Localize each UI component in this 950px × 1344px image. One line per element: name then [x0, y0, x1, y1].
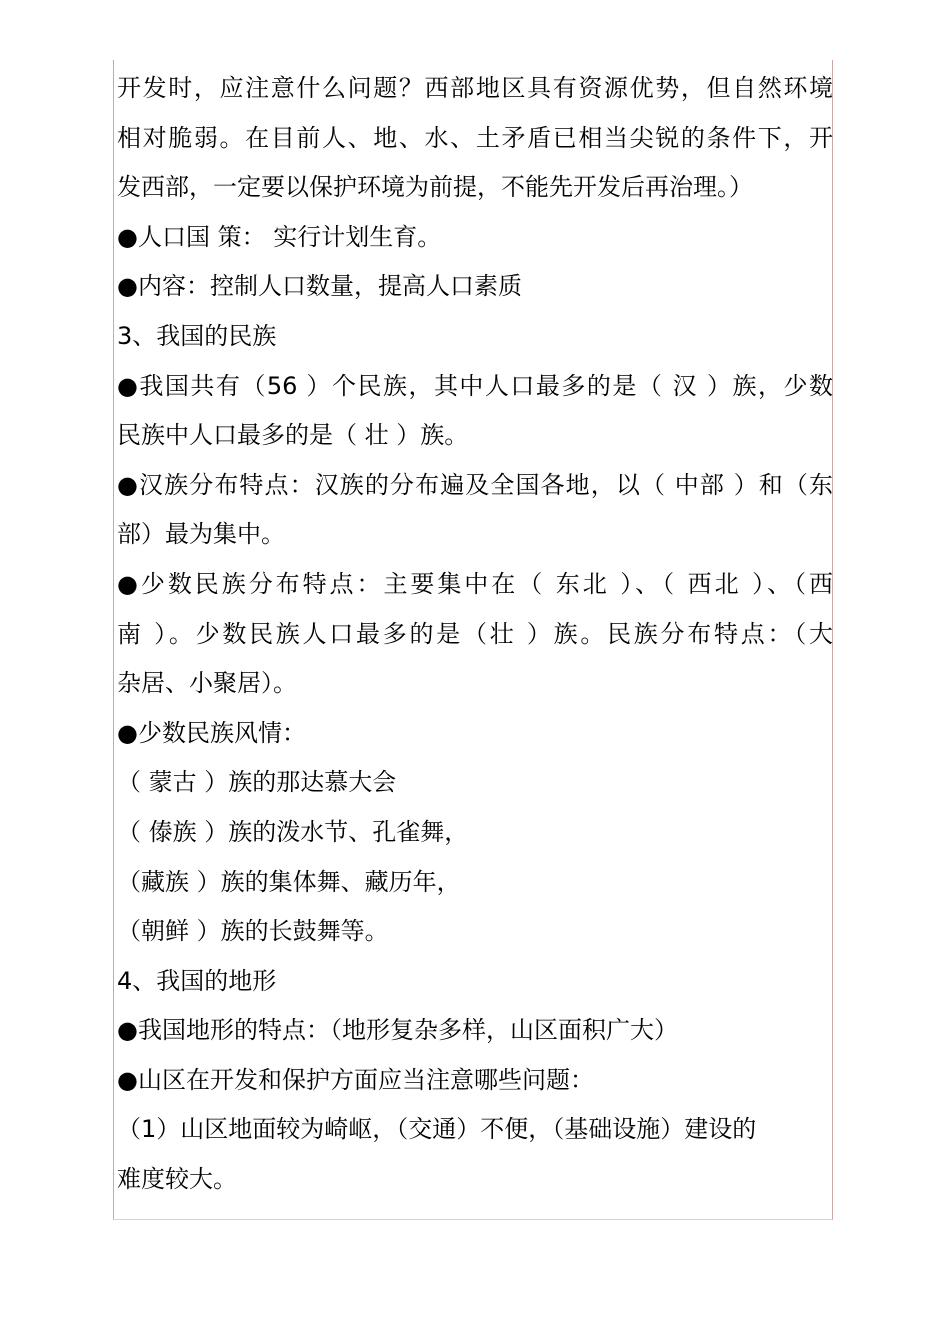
text-line: 部）最为集中。 — [117, 520, 285, 549]
text-line: （藏族 ）族的集体舞、藏历年， — [117, 867, 461, 896]
text-line: ●少数民族风情： — [117, 718, 306, 747]
text-line: 相对脆弱。在目前人、地、水、土矛盾已相当尖锐的条件下，开 — [117, 123, 833, 152]
text-line: （朝鲜 ）族的长鼓舞等。 — [117, 917, 389, 946]
text-line: （ 傣族 ）族的泼水节、孔雀舞， — [117, 817, 469, 846]
text-line: 南 ）。少数民族人口最多的是（壮 ）族。民族分布特点：（大 — [117, 619, 833, 648]
text-line: 3、我国的民族 — [117, 321, 277, 350]
text-line: 4、我国的地形 — [117, 966, 277, 995]
text-line: 杂居、小聚居）。 — [117, 669, 297, 698]
text-line: ●我国地形的特点：（地形复杂多样，山区面积广大） — [117, 1016, 678, 1045]
document-body — [117, 64, 833, 1205]
text-line: （ 蒙古 ）族的那达慕大会 — [117, 768, 397, 797]
text-line: 难度较大。 — [117, 1165, 237, 1194]
text-line: 发西部，一定要以保护环境为前提，不能先开发后再治理。） — [117, 173, 753, 202]
text-line: ●内容：控制人口数量，提高人口素质 — [117, 272, 522, 301]
text-line: ●汉族分布特点：汉族的分布遍及全国各地，以（ 中部 ）和（东 — [117, 470, 833, 499]
text-line: ●少数民族分布特点：主要集中在（ 东北 ）、（ 西北 ）、（西 — [117, 569, 833, 598]
text-line: ●人口国 策： 实行计划生育。 — [117, 222, 442, 251]
text-line: 开发时，应注意什么问题？西部地区具有资源优势，但自然环境 — [117, 74, 833, 102]
text-line: ●我国共有（56 ）个民族，其中人口最多的是（ 汉 ）族，少数 — [117, 371, 833, 400]
text-line: （1）山区地面较为崎岖，（交通）不便，（基础设施）建设的 — [117, 1115, 757, 1144]
text-line: ●山区在开发和保护方面应当注意哪些问题： — [117, 1065, 594, 1094]
text-line: 民族中人口最多的是（ 壮 ）族。 — [117, 421, 469, 450]
